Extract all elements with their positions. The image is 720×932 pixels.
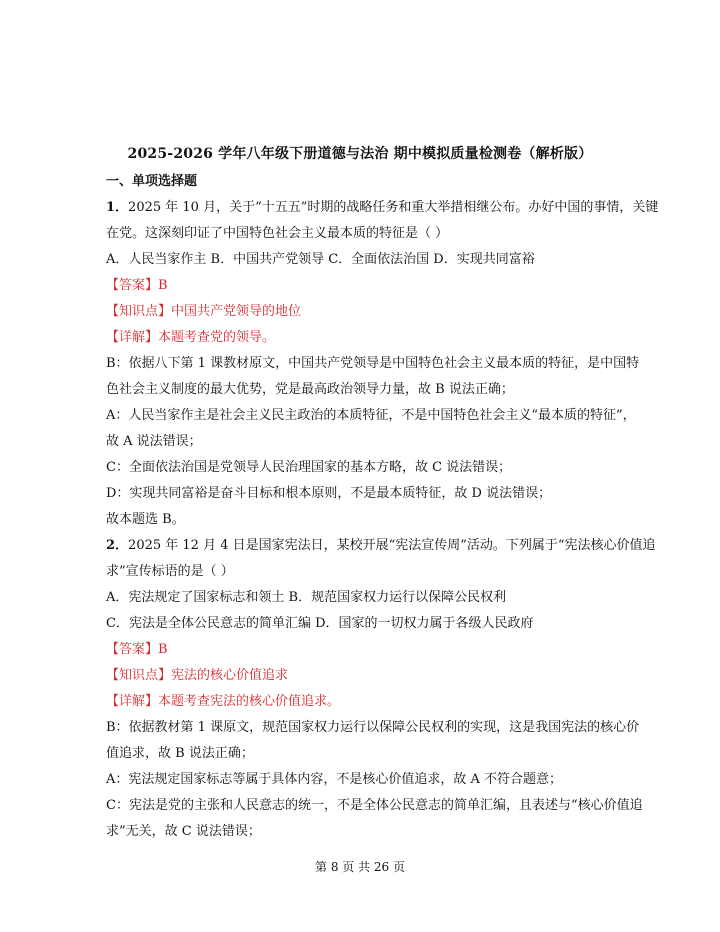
answer-value: B	[158, 642, 168, 657]
question-stem-line: 在党。这深刻印证了中国特色社会主义最本质的特征是（ ）	[106, 226, 449, 241]
answer-tag: 【答案】	[106, 642, 159, 657]
answer-line	[106, 273, 626, 299]
question-number: 2．	[106, 538, 129, 553]
analysis-line: B：依据八下第 1 课教材原文，中国共产党领导是中国特色社会主义最本质的特征，是中国特	[106, 356, 640, 371]
document-title: 2025-2026 学年八年级下册道德与法治 期中模拟质量检测卷（解析版）	[127, 146, 593, 162]
knowledge-value: 中国共产党领导的地位	[171, 304, 302, 319]
analysis-line: 故 A 说法错误；	[106, 434, 202, 449]
answer-value: B	[158, 278, 168, 293]
analysis-line: A：宪法规定国家标志等属于具体内容，不是核心价值追求，故 A 不符合题意；	[106, 772, 563, 787]
detail-value: 本题考查宪法的核心价值追求。	[158, 694, 341, 709]
knowledge-tag: 【知识点】	[106, 304, 172, 319]
detail-tag: 【详解】	[106, 694, 159, 709]
question-options: C．宪法是全体公民意志的简单汇编 D．国家的一切权力属于各级人民政府	[106, 616, 534, 631]
question-stem-text: 2025 年 10 月，关于“十五五”时期的战略任务和重大举措相继公布。办好中国的事情，关键	[128, 200, 659, 215]
question-number: 1．	[106, 200, 129, 215]
answer-line	[106, 637, 626, 663]
question-1	[106, 195, 659, 533]
analysis-line: B：依据教材第 1 课原文，规范国家权力运行以保障公民权利的实现，这是我国宪法的核心价	[106, 720, 640, 735]
question-2	[106, 533, 656, 845]
detail-line	[106, 325, 626, 351]
knowledge-line	[106, 663, 626, 689]
question-stem-text: 2025 年 12 月 4 日是国家宪法日，某校开展“宪法宣传周”活动。下列属于“宪法核心价值追	[128, 538, 656, 553]
question-stem-line	[106, 533, 656, 559]
analysis-line: D：实现共同富裕是奋斗目标和根本原则，不是最本质特征，故 D 说法错误；	[106, 486, 552, 501]
analysis-line: C：宪法是党的主张和人民意志的统一，不是全体公民意志的简单汇编，且表述与“核心价值追	[106, 798, 643, 813]
section-heading: 一、单项选择题	[106, 174, 198, 189]
knowledge-value: 宪法的核心价值追求	[171, 668, 289, 683]
detail-value: 本题考查党的领导。	[158, 330, 276, 345]
analysis-line: 色社会主义制度的最大优势，党是最高政治领导力量，故 B 说法正确；	[106, 382, 514, 397]
detail-line	[106, 689, 626, 715]
page-footer: 第 8 页 共 26 页	[315, 860, 405, 874]
question-stem-line	[106, 195, 659, 221]
analysis-line: 故本题选 B。	[106, 512, 185, 527]
analysis-line: 值追求，故 B 说法正确；	[106, 746, 254, 761]
analysis-line: 求”无关，故 C 说法错误；	[106, 824, 261, 839]
document-body	[106, 169, 659, 845]
question-stem-line: 求”宣传标语的是（ ）	[106, 564, 234, 579]
knowledge-line	[106, 299, 626, 325]
analysis-line: C：全面依法治国是党领导人民治理国家的基本方略，故 C 说法错误；	[106, 460, 512, 475]
question-options: A．人民当家作主 B．中国共产党领导 C．全面依法治国 D．实现共同富裕	[106, 252, 535, 267]
question-options: A．宪法规定了国家标志和领土 B．规范国家权力运行以保障公民权利	[106, 590, 507, 605]
detail-tag: 【详解】	[106, 330, 159, 345]
analysis-line: A：人民当家作主是社会主义民主政治的本质特征，不是中国特色社会主义“最本质的特征”，	[106, 408, 636, 423]
knowledge-tag: 【知识点】	[106, 668, 172, 683]
answer-tag: 【答案】	[106, 278, 159, 293]
